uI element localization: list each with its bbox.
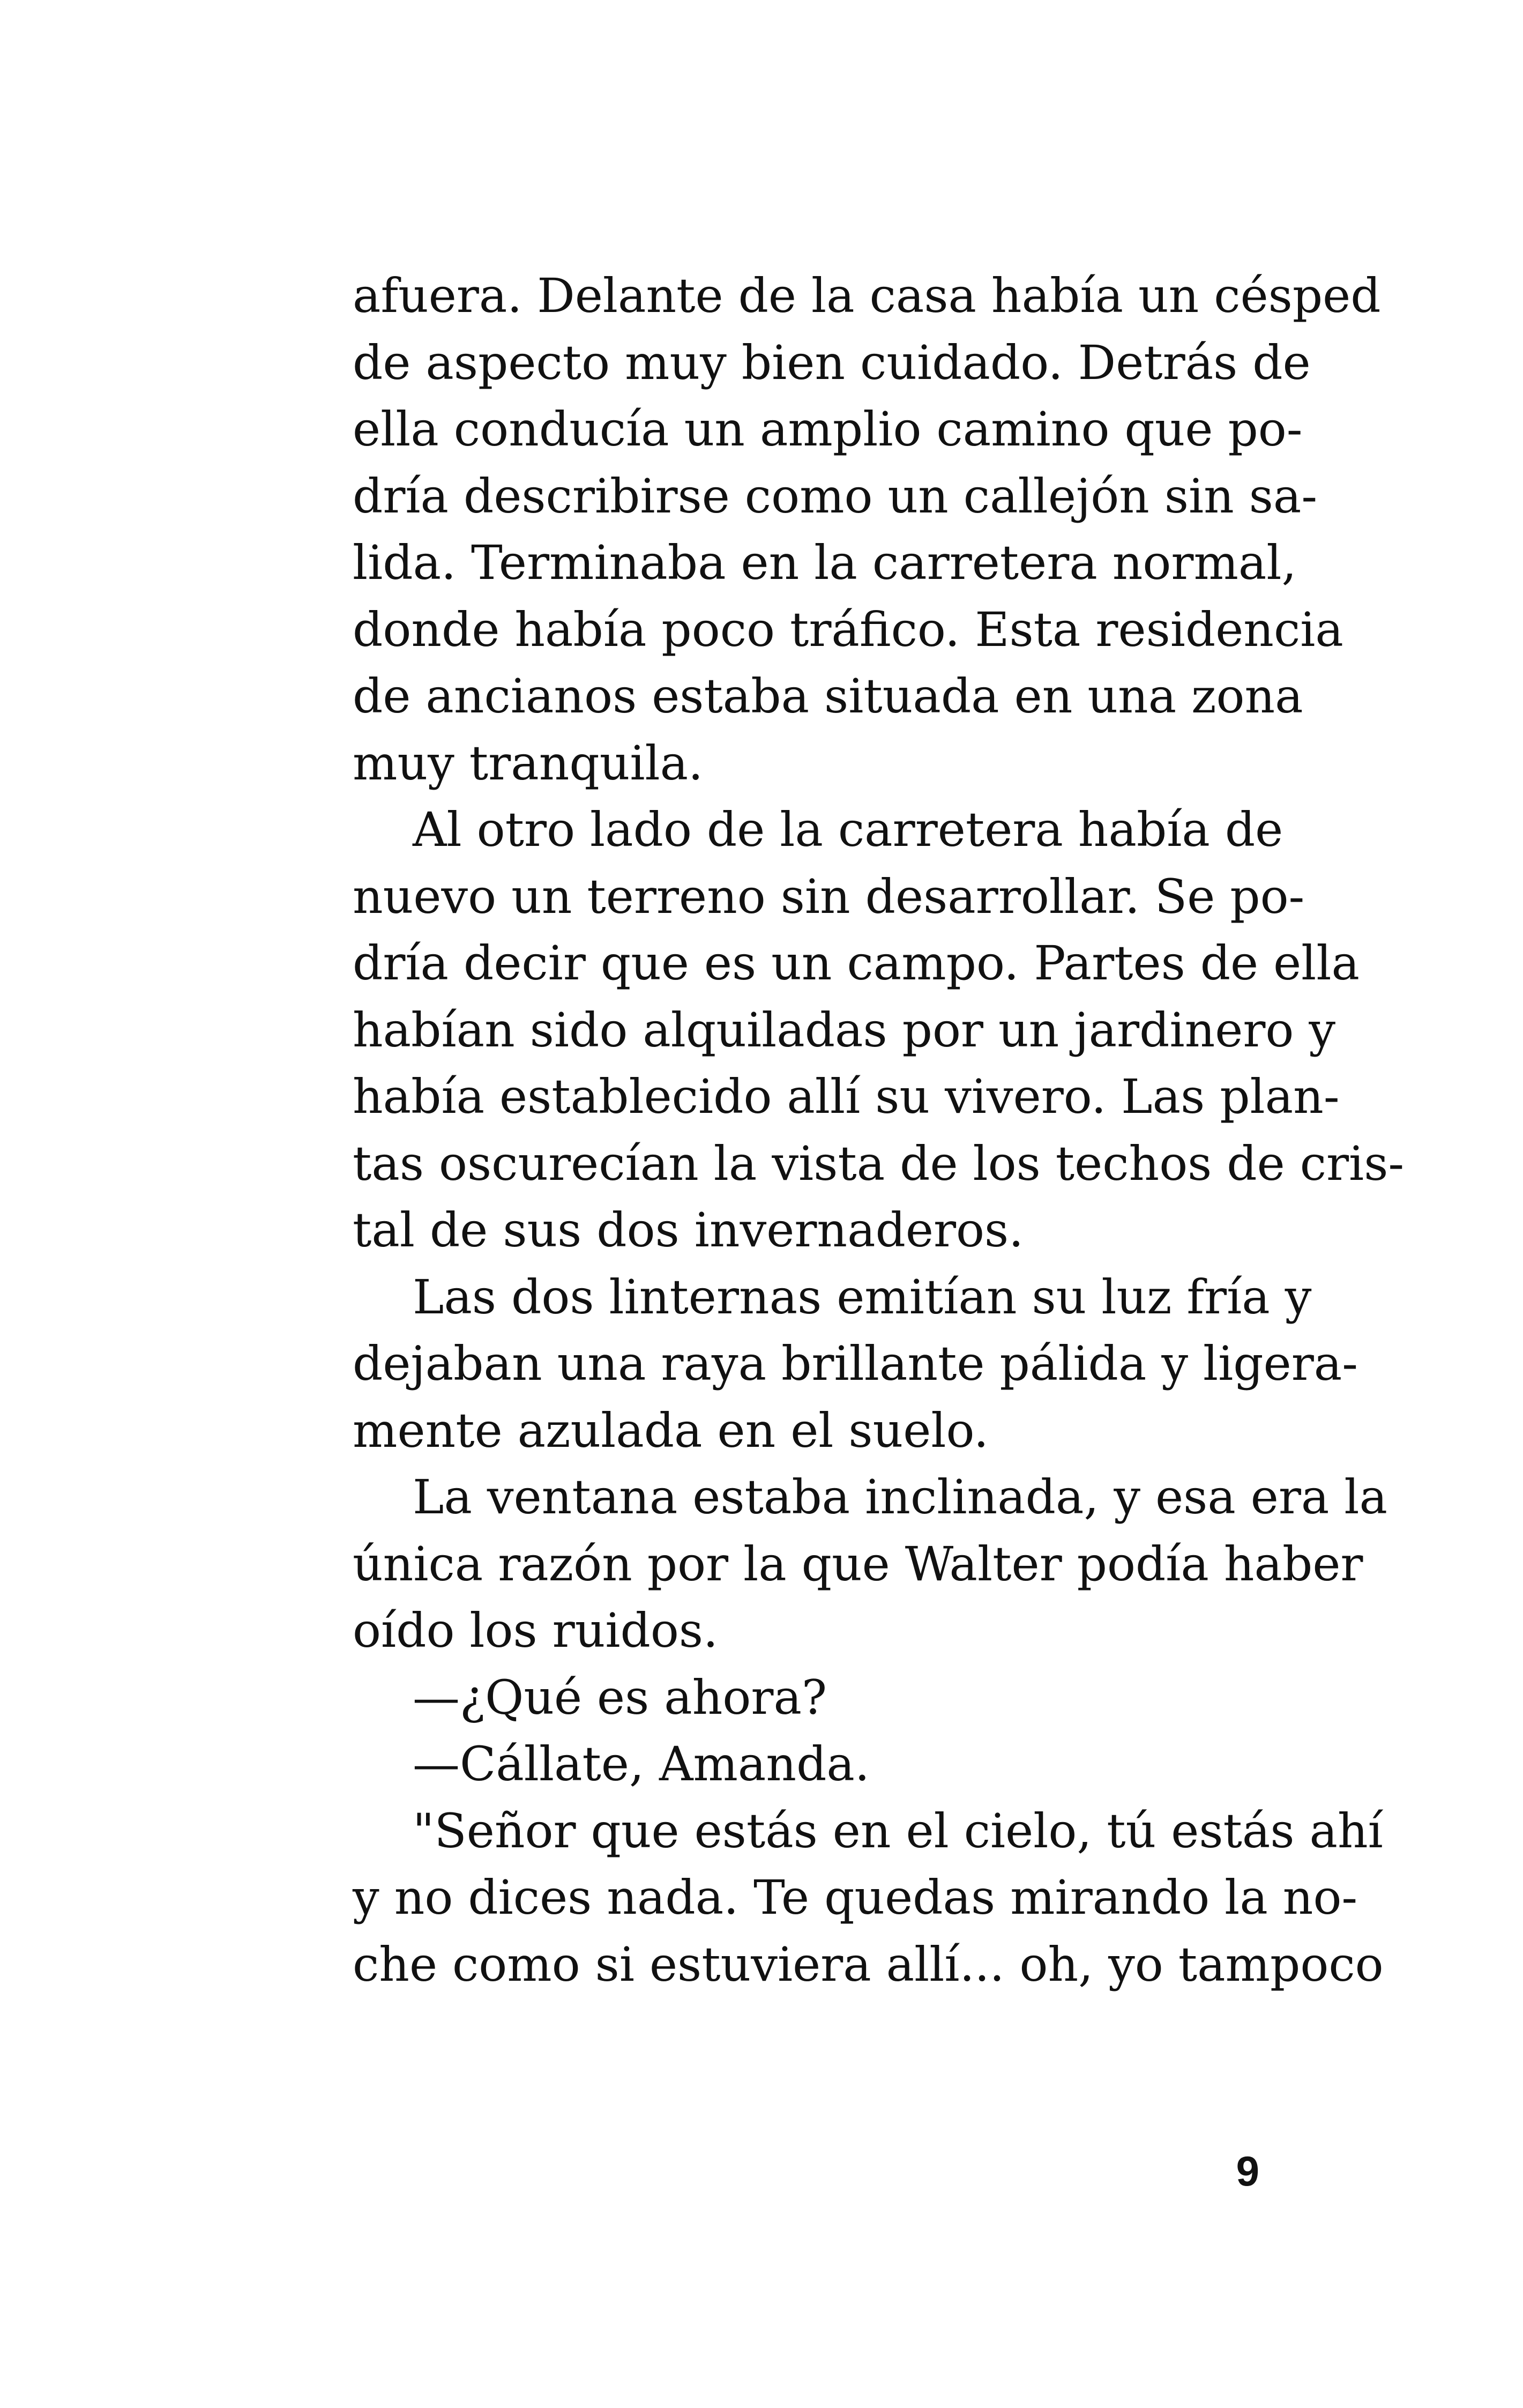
text-line: nuevo un terreno sin desarrollar. Se po- — [353, 868, 1305, 924]
text-line: dría decir que es un campo. Partes de ella — [353, 935, 1360, 991]
text-line: tas oscurecían la vista de los techos de cris- — [353, 1135, 1405, 1191]
text-line: La ventana estaba inclinada, y esa era la — [413, 1469, 1387, 1525]
text-line: dejaban una raya brillante pálida y ligera- — [353, 1336, 1358, 1391]
text-line: donde había poco tráfico. Esta residencia — [353, 601, 1343, 657]
text-line: dría describirse como un callejón sin sa- — [353, 468, 1318, 524]
page-number: 9 — [1236, 2147, 1259, 2195]
text-line: Al otro lado de la carretera había de — [413, 802, 1283, 857]
text-line: tal de sus dos invernaderos. — [353, 1202, 1024, 1258]
text-line: de aspecto muy bien cuidado. Detrás de — [353, 335, 1311, 390]
text-line: habían sido alquiladas por un jardinero y — [353, 1002, 1336, 1058]
dialogue-line: —¿Qué es ahora? — [413, 1669, 827, 1725]
text-line: Las dos linternas emitían su luz fría y — [413, 1269, 1312, 1325]
text-line: había establecido allí su vivero. Las plan- — [353, 1069, 1340, 1124]
text-line: única razón por la que Walter podía haber — [353, 1536, 1363, 1592]
body-text — [353, 263, 1405, 1998]
dialogue-line: —Cállate, Amanda. — [413, 1736, 870, 1792]
text-line: mente azulada en el suelo. — [353, 1402, 989, 1458]
text-line: afuera. Delante de la casa había un césped — [353, 268, 1381, 323]
text-line: lida. Terminaba en la carretera normal, — [353, 535, 1297, 590]
text-line: oído los ruidos. — [353, 1603, 718, 1658]
text-line: "Señor que estás en el cielo, tú estás ahí — [413, 1803, 1383, 1859]
text-line: de ancianos estaba situada en una zona — [353, 668, 1303, 724]
text-line: che como si estuviera allí... oh, yo tampoco — [353, 1936, 1384, 1992]
text-line: muy tranquila. — [353, 735, 704, 791]
text-line: ella conducía un amplio camino que po- — [353, 402, 1303, 457]
text-line: y no dices nada. Te quedas mirando la no- — [353, 1870, 1358, 1925]
